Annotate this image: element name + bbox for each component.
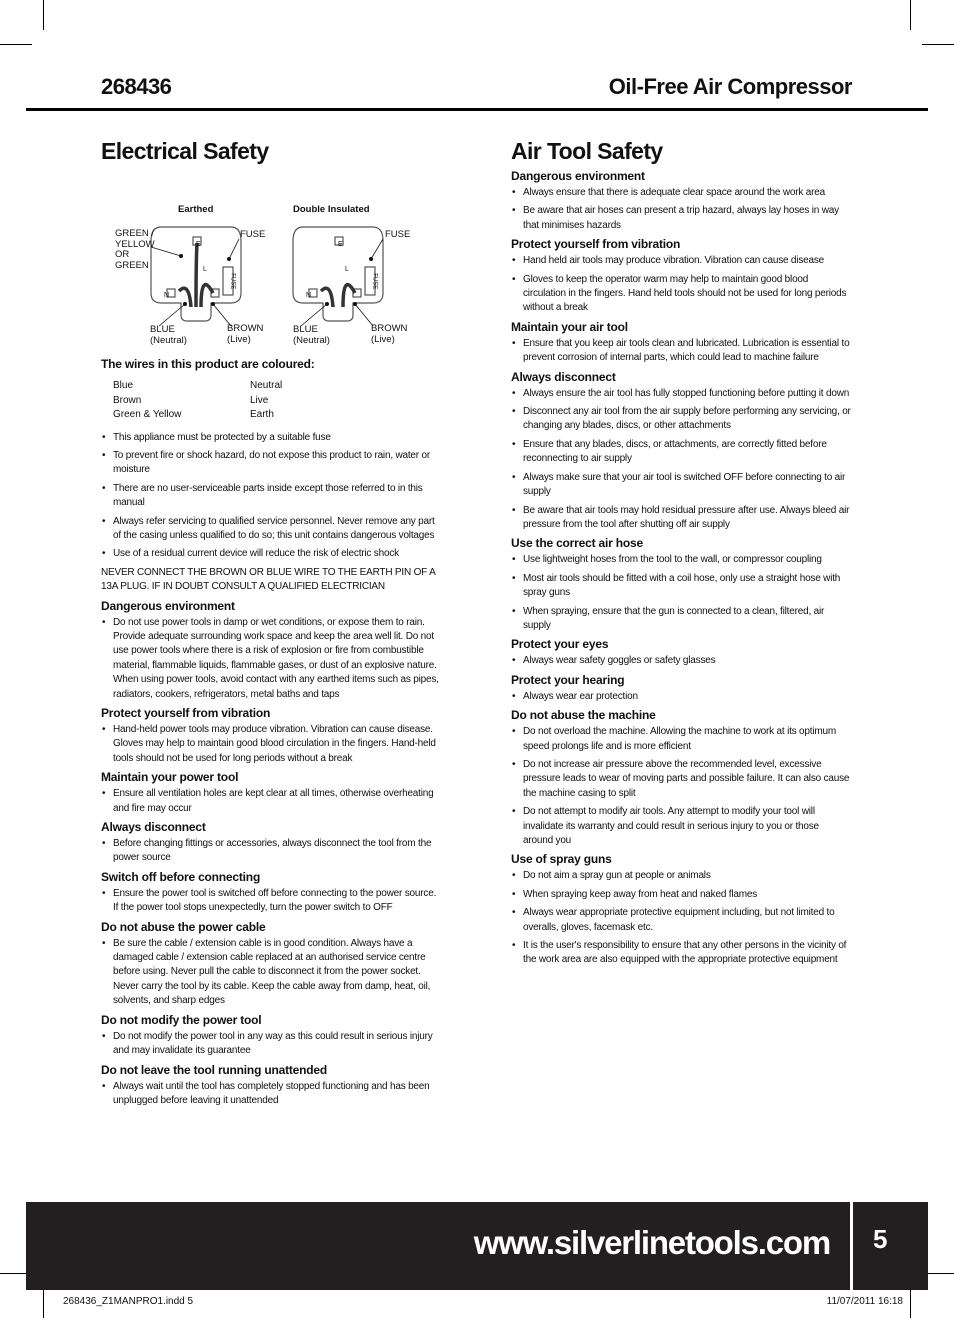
list-item: • Do not aim a spray gun at people or animals (511, 869, 851, 883)
section-list (101, 887, 441, 916)
air-tool-sections (511, 169, 851, 968)
section-list (511, 387, 851, 533)
earth-pin-warning: NEVER CONNECT THE BROWN OR BLUE WIRE TO THE EARTH PIN OF A 13A PLUG. IF IN DOUBT CONSULT A QUALIFIED ELECTRICIAN (101, 566, 436, 593)
power-tool-sections (101, 599, 441, 1109)
electrical-safety-column (101, 138, 441, 1112)
list-item: • Do not attempt to modify air tools. Any attempt to modify your tool will invalidate its warranty and could result in serious injury to you or those around you (511, 805, 851, 848)
crop-mark (43, 1288, 44, 1318)
crop-mark (922, 44, 954, 45)
section-list (511, 186, 851, 233)
green-yellow-label: GREEN / YELLOW OR GREEN (115, 228, 155, 271)
section-heading: Dangerous environment (101, 598, 235, 613)
wire-row: Blue Neutral (113, 380, 283, 391)
list-item: • Always ensure the air tool has fully stopped functioning before putting it down (511, 387, 851, 401)
section-heading: Do not modify the power tool (101, 1012, 262, 1027)
pin-e-label: E (196, 241, 201, 248)
list-item: • Always wear appropriate protective equipment including, but not limited to overalls, gloves, facemask etc. (511, 906, 851, 935)
section-list (511, 254, 851, 316)
pin-n-label: N (164, 292, 170, 299)
product-title: Oil-Free Air Compressor (608, 74, 852, 99)
footer-bar (26, 1202, 850, 1290)
list-item: • Be aware that air hoses can present a trip hazard, always lay hoses in way that minimises hazards (511, 204, 851, 233)
list-item: • Use of a residual current device will reduce the risk of electric shock (101, 547, 441, 561)
list-item: • When spraying keep away from heat and naked flames (511, 888, 851, 902)
section-heading: Dangerous environment (511, 169, 645, 183)
list-item: • There are no user-serviceable parts inside except those referred to in this manual (101, 482, 441, 511)
section-list (101, 723, 441, 766)
electrical-bullets (101, 431, 441, 562)
list-item: • Always wear safety goggles or safety glasses (511, 654, 851, 668)
fuse-label: FUSE (240, 229, 266, 240)
list-item: • Use lightweight hoses from the tool to the wall, or compressor coupling (511, 553, 851, 567)
section-list (101, 837, 441, 866)
list-item: • Ensure all ventilation holes are kept clear at all times, otherwise overheating and fire may occur (101, 787, 441, 816)
earthed-label: Earthed (178, 204, 214, 215)
plug-wiring-diagram (101, 171, 441, 349)
list-item: • Hand held air tools may produce vibration. Vibration can cause disease (511, 254, 851, 268)
list-item: • To prevent fire or shock hazard, do not expose this product to rain, water or moisture (101, 449, 441, 478)
pin-l-label-2: L (345, 266, 349, 273)
section-list (511, 869, 851, 967)
section-list (511, 337, 851, 366)
list-item: • Most air tools should be fitted with a coil hose, only use a straight hose with spray guns (511, 572, 851, 601)
double-insulated-label: Double Insulated (293, 204, 370, 215)
list-item: • Always ensure that there is adequate clear space around the work area (511, 186, 851, 200)
list-item: • Do not overload the machine. Allowing the machine to work at its optimum speed prolongs life and is more efficient (511, 725, 851, 754)
crop-mark (0, 44, 32, 45)
section-heading: Protect yourself from vibration (511, 237, 681, 252)
section-list (101, 616, 441, 702)
list-item: • Disconnect any air tool from the air supply before performing any servicing, or changing any blades, discs, or other attachments (511, 405, 851, 434)
list-item: • Do not increase air pressure above the recommended level, excessive pressure leads to wear of moving parts and possible failure. It can also cause the machine casing to split (511, 758, 851, 801)
slug-filename: 268436_Z1MANPRO1.indd 5 (63, 1296, 194, 1307)
section-list (101, 1080, 441, 1109)
section-heading: Maintain your power tool (101, 770, 239, 785)
blue-neutral-label-2: BLUE (Neutral) (293, 324, 330, 346)
list-item: • This appliance must be protected by a suitable fuse (101, 431, 441, 445)
pin-e-label-2: E (338, 241, 343, 248)
list-item: • Ensure the power tool is switched off before connecting to the power source. If the power tool stops unexpectedly, turn the power switch to OFF (101, 887, 441, 916)
pin-n-label-2: N (306, 292, 312, 299)
page-number: 5 (873, 1224, 888, 1254)
list-item: • Do not use power tools in damp or wet conditions, or expose them to rain. Provide adequate surrounding work space and keep the area well lit. Do not use power tools where there is a risk of explosion or fire from combustible material, flammable liquids, flammable gases, or dust of an explosive nature. When using power tools, avoid contact with any earthed items such as pipes, radiators, cookers, refrigerators, metal baths and taps (101, 616, 441, 702)
website-link[interactable]: www.silverlinetools.com (473, 1224, 830, 1261)
crop-mark (43, 0, 44, 30)
blue-neutral-label: BLUE (Neutral) (150, 324, 187, 346)
page-number-box (853, 1202, 928, 1290)
section-heading: Do not abuse the machine (511, 708, 656, 723)
list-item: • Always wear ear protection (511, 690, 851, 704)
section-list (511, 690, 851, 704)
section-heading: Use the correct air hose (511, 536, 643, 551)
section-heading: Do not leave the tool running unattended (101, 1062, 327, 1077)
list-item: • Be aware that air tools may hold residual pressure after use. Always bleed air pressure from the tool after shutting off air supply (511, 504, 851, 533)
section-heading: Protect your eyes (511, 637, 609, 652)
crop-mark (910, 1288, 911, 1318)
brown-live-label: BROWN (Live) (227, 323, 264, 345)
wire-row: Brown Live (113, 394, 269, 406)
list-item: • When spraying, ensure that the gun is connected to a clean, filtered, air supply (511, 605, 851, 634)
crop-mark (910, 0, 911, 30)
earthed-plug-wires (179, 243, 213, 307)
air-tool-safety-title: Air Tool Safety (511, 138, 663, 164)
slug-datetime: 11/07/2011 16:18 (826, 1296, 903, 1307)
fuse-inner-label: FUSE (229, 273, 236, 290)
section-heading: Always disconnect (101, 820, 206, 835)
pointer-lines (151, 239, 383, 326)
section-list (101, 787, 441, 816)
fuse-inner-label-2: FUSE (371, 273, 378, 290)
wire-row: Green & Yellow Earth (113, 409, 274, 420)
section-list (511, 725, 851, 848)
list-item: • Be sure the cable / extension cable is in good condition. Always have a damaged cable / extension cable replaced at an authorised service centre before using. Never pull the cable to disconnect it from the power socket. Never carry the tool by its cable. Keep the cable away from damp, heat, oil, solvents, and sharp edges (101, 937, 441, 1009)
section-heading: Switch off before connecting (101, 869, 261, 884)
section-heading: Maintain your air tool (511, 319, 628, 334)
section-heading: Use of spray guns (511, 852, 612, 867)
list-item: • Ensure that any blades, discs, or attachments, are correctly fitted before reconnecting to air supply (511, 438, 851, 467)
section-list (511, 553, 851, 633)
air-tool-safety-column (511, 138, 851, 972)
section-heading: Do not abuse the power cable (101, 919, 266, 934)
list-item: • Before changing fittings or accessories, always disconnect the tool from the power source (101, 837, 441, 866)
list-item: • Do not modify the power tool in any way as this could result in serious injury and may invalidate its guarantee (101, 1030, 441, 1059)
list-item: • It is the user's responsibility to ensure that any other persons in the vicinity of the work area are also equipped with the appropriate protective equipment (511, 939, 851, 968)
header-rule (26, 108, 928, 111)
section-list (511, 654, 851, 668)
list-item: • Gloves to keep the operator warm may help to maintain good blood circulation in the fingers. Hand held tools should not be used for long periods without a break (511, 273, 851, 316)
wire-colour-table (101, 379, 441, 423)
list-item: • Always refer servicing to qualified service personnel. Never remove any part of the casing unless qualified to do so; this unit contains dangerous voltages (101, 515, 441, 544)
wires-title: The wires in this product are coloured: (101, 357, 315, 371)
section-heading: Protect yourself from vibration (101, 706, 271, 720)
fuse-label-2: FUSE (385, 229, 411, 240)
pin-l-label: L (203, 266, 207, 273)
product-code: 268436 (101, 74, 172, 99)
section-list (101, 937, 441, 1009)
section-list (101, 1030, 441, 1059)
list-item: • Ensure that you keep air tools clean and lubricated. Lubrication is essential to prevent corrosion of internal parts, which could lead to machine failure (511, 337, 851, 366)
list-item: • Always make sure that your air tool is switched OFF before connecting to air supply (511, 471, 851, 500)
section-heading: Always disconnect (511, 369, 616, 384)
electrical-safety-title: Electrical Safety (101, 138, 269, 164)
list-item: • Hand-held power tools may produce vibration. Vibration can cause disease. Gloves may help to maintain good blood circulation in the fingers. Hand-held tools should not be used for long periods without a break (101, 723, 441, 766)
list-item: • Always wait until the tool has completely stopped functioning and has been unplugged before leaving it unattended (101, 1080, 441, 1109)
section-heading: Protect your hearing (511, 672, 625, 687)
brown-live-label-2: BROWN (Live) (371, 323, 408, 345)
